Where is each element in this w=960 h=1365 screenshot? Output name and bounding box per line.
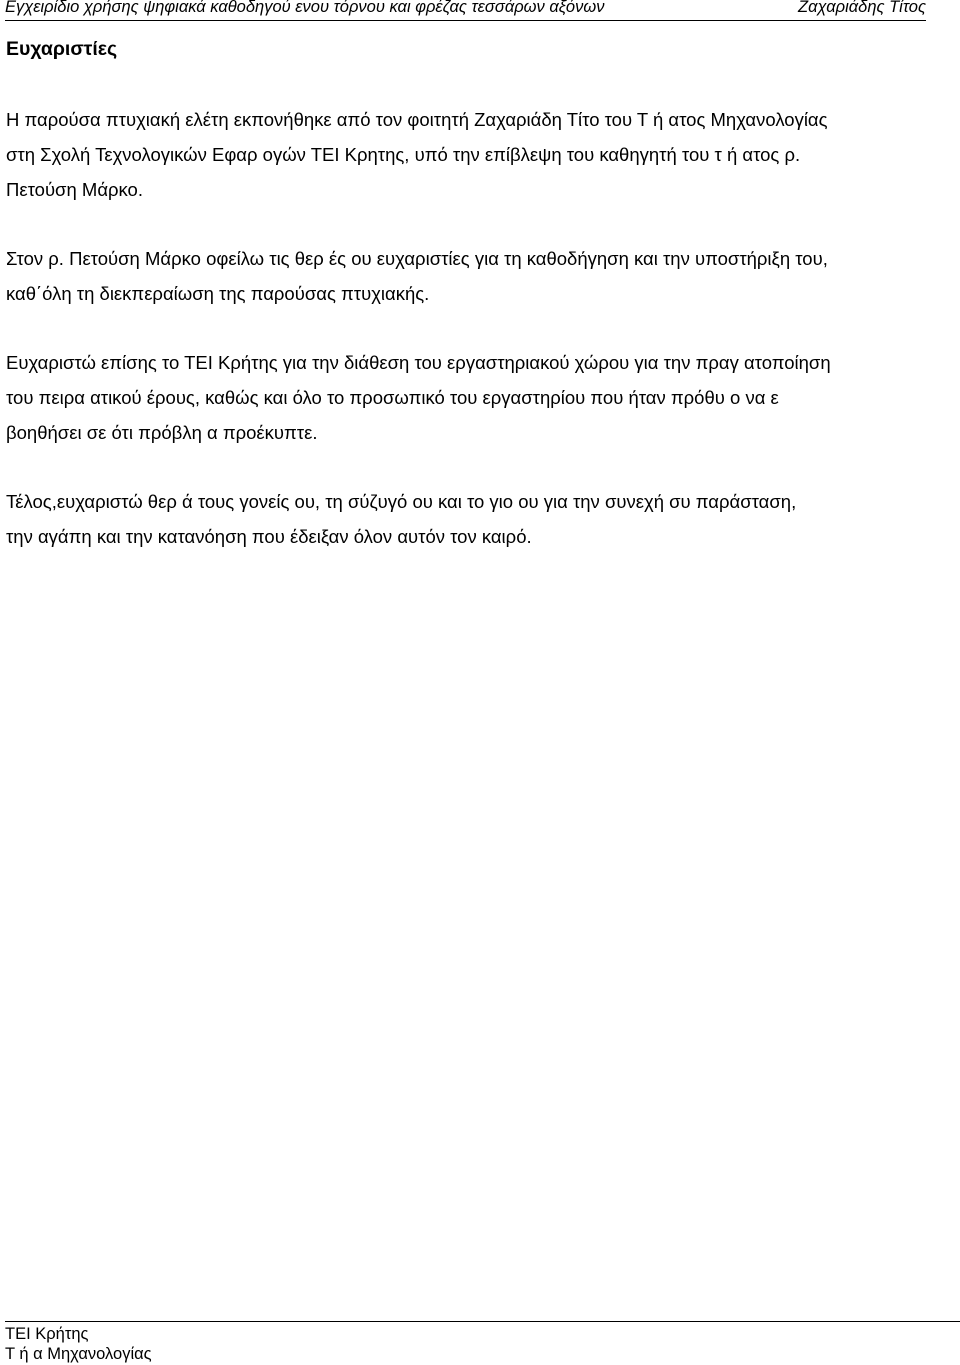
paragraph-line: Πετούση Μάρκο. [6, 179, 143, 200]
paragraph-line: καθ΄όλη τη διεκπεραίωση της παρούσας πτυχιακής. [6, 283, 430, 304]
paragraph-line: του πειρα ατικού έρους, καθώς και όλο το προσωπικό του εργαστηρίου που ήταν πρόθυ ο να ε [6, 387, 779, 408]
page-header [5, 0, 926, 21]
paragraph-line: Στον ρ. Πετούση Μάρκο οφείλω τις θερ ές ου ευχαριστίες για τη καθοδήγηση και την υποστήριξη του, [6, 248, 828, 269]
section-heading: Ευχαριστίες [6, 38, 118, 60]
document-title: Εγχειρίδιο χρήσης ψηφιακά καθοδηγού ενου τόρνου και φρέζας τεσσάρων αξόνων [5, 0, 605, 16]
page-footer [5, 1321, 960, 1364]
document-author: Ζαχαριάδης Τίτος [798, 0, 926, 16]
paragraph-family-thanks [6, 484, 936, 554]
paragraph-thesis-intro [6, 102, 936, 207]
paragraph-line: στη Σχολή Τεχνολογικών Εφαρ ογών ΤΕΙ Κρητης, υπό την επίβλεψη του καθηγητή του τ ή ατος ρ. [6, 144, 801, 165]
paragraph-institution-thanks [6, 345, 936, 450]
paragraph-line: την αγάπη και την κατανόηση που έδειξαν όλον αυτόν τον καιρό. [6, 526, 532, 547]
paragraph-line: Η παρούσα πτυχιακή ελέτη εκπονήθηκε από τον φοιτητή Ζαχαριάδη Τίτο του Τ ή ατος Μηχανολογίας [6, 109, 828, 130]
paragraph-supervisor-thanks [6, 241, 936, 311]
footer-department: Τ ή α Μηχανολογίας [5, 1345, 152, 1363]
footer-institution: ΤΕΙ Κρήτης [5, 1325, 89, 1343]
paragraph-line: βοηθήσει σε ότι πρόβλη α προέκυπτε. [6, 422, 318, 443]
paragraph-line: Ευχαριστώ επίσης το ΤΕΙ Κρήτης για την διάθεση του εργαστηριακού χώρου για την πραγ ατοποίηση [6, 352, 831, 373]
document-body [6, 34, 936, 554]
paragraph-line: Τέλος,ευχαριστώ θερ ά τους γονείς ου, τη σύζυγό ου και το γιο ου για την συνεχή συ παράσταση, [6, 491, 797, 512]
